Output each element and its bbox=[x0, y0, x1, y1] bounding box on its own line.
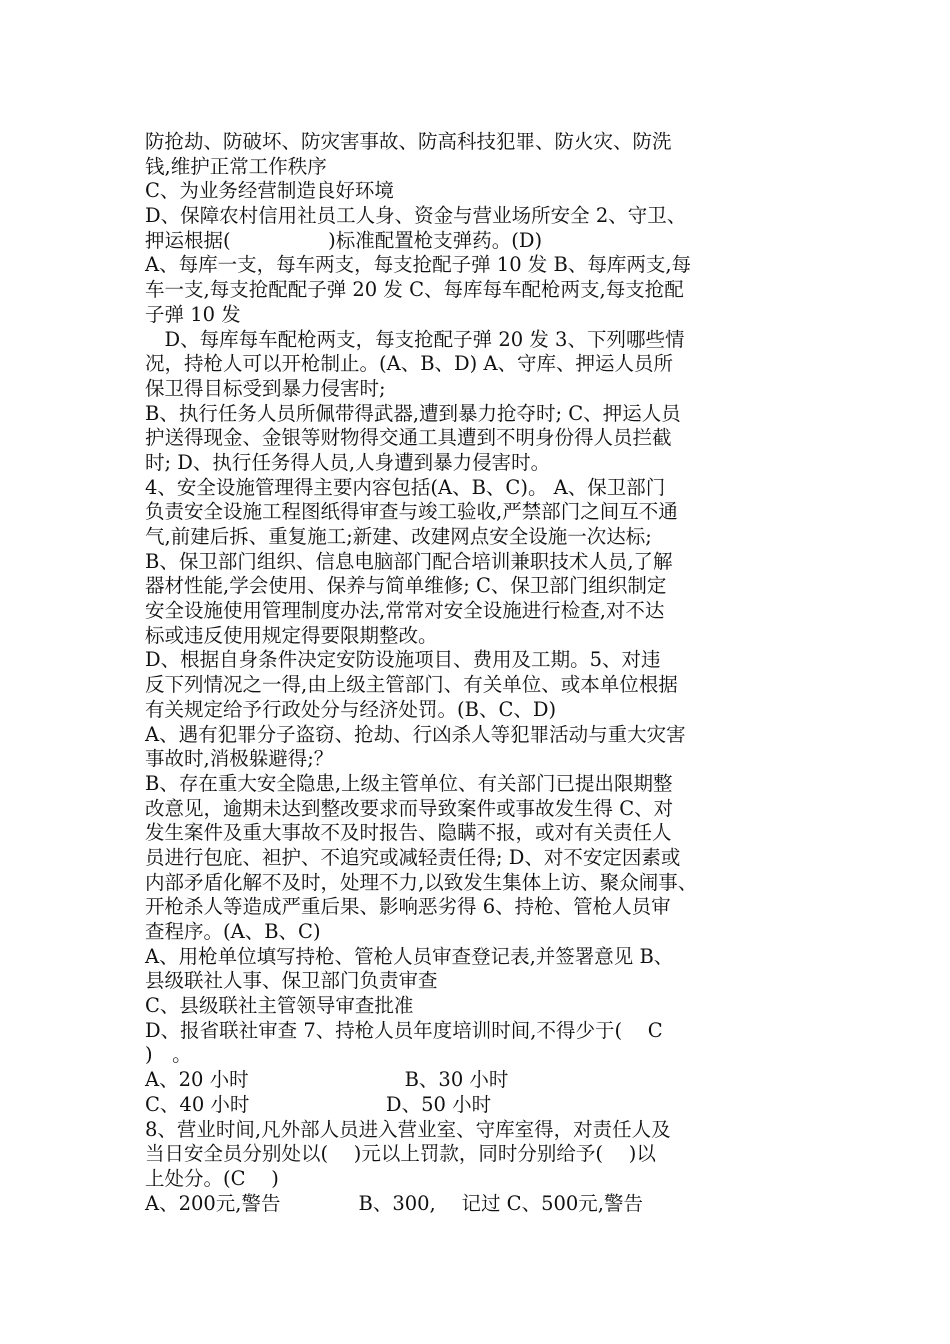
text-line: C、40 小时 D、50 小时 bbox=[145, 1092, 492, 1116]
text-line: 当日安全员分别处以( )元以上罚款，同时分别给予( )以 bbox=[145, 1142, 656, 1166]
text-line: 开枪杀人等造成严重后果、影响恶劣得 6、持枪、管枪人员审 bbox=[145, 895, 671, 919]
document-page bbox=[145, 130, 815, 1216]
text-line: 护送得现金、金银等财物得交通工具遭到不明身份得人员拦截 bbox=[145, 426, 672, 450]
text-line: 4、安全设施管理得主要内容包括(A、B、C)。 A、保卫部门 bbox=[145, 475, 666, 499]
text-line: 发生案件及重大事故不及时报告、隐瞒不报，或对有关责任人 bbox=[145, 821, 672, 845]
text-line: A、20 小时 B、30 小时 bbox=[145, 1068, 509, 1092]
text-line: B、存在重大安全隐患,上级主管单位、有关部门已提出限期整 bbox=[145, 771, 673, 795]
text-line: A、遇有犯罪分子盗窃、抢劫、行凶杀人等犯罪活动与重大灾害 bbox=[145, 722, 686, 746]
text-line: 子弹 10 发 bbox=[145, 302, 241, 326]
text-line: A、每库一支，每车两支，每支抢配子弹 10 发 B、每库两支,每 bbox=[145, 253, 692, 277]
text-line: 押运根据( )标准配置枪支弹药。(D) bbox=[145, 228, 543, 252]
text-line: 上处分。(C ) bbox=[145, 1166, 279, 1190]
text-line: C、县级联社主管领导审查批准 bbox=[145, 994, 414, 1018]
text-line: 有关规定给予行政处分与经济处罚。(B、C、D) bbox=[145, 697, 557, 721]
text-line: ) 。 bbox=[145, 1043, 192, 1067]
text-line: D、根据自身条件决定安防设施项目、费用及工期。5、对违 bbox=[145, 648, 661, 672]
text-line: D、每库每车配枪两支，每支抢配子弹 20 发 3、下列哪些情 bbox=[145, 327, 685, 351]
text-line: 钱,维护正常工作秩序 bbox=[145, 154, 327, 178]
text-line: A、200元,警告 B、300, 记过 C、500元,警告 bbox=[145, 1191, 643, 1215]
text-line: B、保卫部门组织、信息电脑部门配合培训兼职技术人员,了解 bbox=[145, 549, 673, 573]
text-line: 内部矛盾化解不及时，处理不力,以致发生集体上访、聚众闹事、 bbox=[145, 870, 698, 894]
text-line: D、保障农村信用社员工人身、资金与营业场所安全 2、守卫、 bbox=[145, 204, 687, 228]
text-line: 负责安全设施工程图纸得审查与竣工验收,严禁部门之间互不通 bbox=[145, 500, 678, 524]
text-line: B、执行任务人员所佩带得武器,遭到暴力抢夺时; C、押运人员 bbox=[145, 401, 681, 425]
text-line: 8、营业时间,凡外部人员进入营业室、守库室得，对责任人及 bbox=[145, 1117, 671, 1141]
text-line: 况，持枪人可以开枪制止。(A、B、D) A、守库、押运人员所 bbox=[145, 352, 674, 376]
text-line: 员进行包庇、袒护、不追究或减轻责任得; D、对不安定因素或 bbox=[145, 845, 681, 869]
text-line: 反下列情况之一得,由上级主管部门、有关单位、或本单位根据 bbox=[145, 673, 678, 697]
text-line: D、报省联社审查 7、持枪人员年度培训时间,不得少于( C bbox=[145, 1018, 663, 1042]
text-line: 器材性能,学会使用、保养与简单维修; C、保卫部门组织制定 bbox=[145, 574, 667, 598]
text-line: 事故时,消极躲避得;？ bbox=[145, 747, 334, 771]
text-line: 防抢劫、防破坏、防灾害事故、防高科技犯罪、防火灾、防洗 bbox=[145, 130, 672, 153]
text-line: A、用枪单位填写持枪、管枪人员审查登记表,并签署意见 B、 bbox=[145, 944, 674, 968]
text-line: 标或违反使用规定得要限期整改。 bbox=[145, 623, 438, 647]
text-line: 保卫得目标受到暴力侵害时; bbox=[145, 376, 386, 400]
text-line: C、为业务经营制造良好环境 bbox=[145, 179, 394, 203]
text-line: 安全设施使用管理制度办法,常常对安全设施进行检查,对不达 bbox=[145, 599, 665, 623]
text-line: 查程序。(A、B、C) bbox=[145, 920, 321, 943]
text-line: 时; D、执行任务得人员,人身遭到暴力侵害时。 bbox=[145, 450, 551, 474]
text-line: 改意见，逾期未达到整改要求而导致案件或事故发生得 C、对 bbox=[145, 796, 674, 820]
text-line: 县级联社人事、保卫部门负责审查 bbox=[145, 969, 438, 993]
text-line: 车一支,每支抢配配子弹 20 发 C、每库每车配枪两支,每支抢配 bbox=[145, 278, 684, 302]
text-line: 气,前建后拆、重复施工;新建、改建网点安全设施一次达标; bbox=[145, 525, 652, 548]
